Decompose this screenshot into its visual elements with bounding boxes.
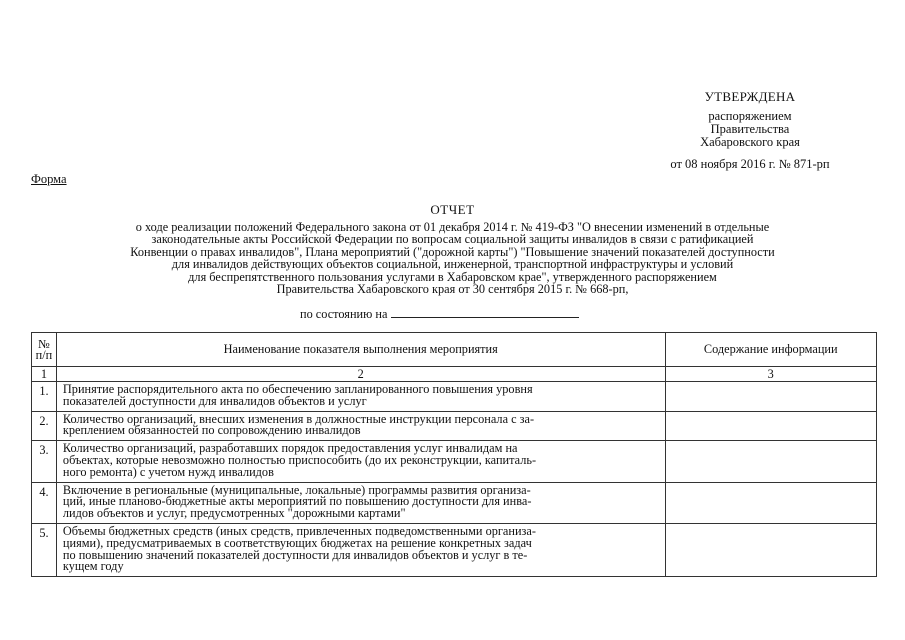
row-indicator-line: циями), предусматриваемых в соответствующих бюджетах на решение конкретных задач <box>62 535 532 550</box>
as-of-line <box>300 306 579 322</box>
table-row <box>32 523 877 576</box>
approval-line: Правительства <box>710 122 790 136</box>
table-row <box>32 382 877 412</box>
row-info-cell <box>665 441 877 482</box>
approved-heading: УТВЕРЖДЕНА <box>704 89 796 104</box>
report-title: ОТЧЕТ <box>430 202 475 217</box>
report-table <box>31 332 877 577</box>
row-indicator-line: ного ремонта) с учетом нужд инвалидов <box>62 464 274 479</box>
row-info-cell <box>665 382 877 412</box>
row-indicator-line: по повышению значений показателей доступности для инвалидов объектов и услуг в те- <box>62 547 528 562</box>
row-number: 4. <box>32 482 57 523</box>
subtitle-line: Конвенции о правах инвалидов", Плана мероприятий ("дорожной карты") "Повышение значений показателей доступности <box>130 244 775 259</box>
approval-line: распоряжением <box>708 109 792 123</box>
approval-stamp <box>630 90 870 171</box>
subtitle-line: для беспрепятственного пользования услугами в Хабаровском крае", утвержденного распоряжением <box>188 269 717 284</box>
approval-date: от 08 ноября 2016 г. № 871-рп <box>670 157 830 171</box>
row-number: 3. <box>32 441 57 482</box>
header-num-sign: № <box>38 336 50 351</box>
header-num-pp: п/п <box>35 347 53 362</box>
as-of-date-blank <box>391 306 579 318</box>
row-indicator <box>56 482 665 523</box>
row-indicator-line: объектах, которые невозможно полностью приспособить (до их реконструкции, капиталь- <box>62 452 537 467</box>
column-number: 1 <box>32 367 57 382</box>
column-number: 3 <box>665 367 877 382</box>
subtitle-line: для инвалидов действующих объектов социальной, инженерной, транспортной инфраструктуры и условий <box>171 257 734 272</box>
row-indicator-line: Объемы бюджетных средств (иных средств, привлеченных подведомственными организа- <box>62 523 536 538</box>
row-indicator <box>56 411 665 441</box>
approval-line: Хабаровского края <box>700 135 800 149</box>
subtitle-line: законодательные акты Российской Федерации по вопросам социальной защиты инвалидов в связи с ратификацией <box>151 232 754 247</box>
header-info: Содержание информации <box>665 333 877 367</box>
row-indicator <box>56 523 665 576</box>
column-number: 2 <box>56 367 665 382</box>
row-indicator-line: Принятие распорядительного акта по обеспечению запланированного повышения уровня <box>62 382 533 396</box>
row-indicator-line: Количество организаций, внесших изменения в должностные инструкции персонала с за- <box>62 411 535 426</box>
form-label: Форма <box>31 172 67 186</box>
column-numbers-row <box>32 367 877 382</box>
row-info-cell <box>665 523 877 576</box>
row-indicator-line: ций, иные планово-бюджетные акты мероприятий по повышению доступности для инва- <box>62 494 532 509</box>
table-row <box>32 441 877 482</box>
row-info-cell <box>665 482 877 523</box>
table-row <box>32 411 877 441</box>
row-indicator-line: показателей доступности для инвалидов объектов и услуг <box>62 393 367 408</box>
table-header-row <box>32 333 877 367</box>
row-indicator-line: Количество организаций, разработавших порядок предоставления услуг инвалидам на <box>62 441 518 456</box>
report-subtitle <box>50 221 855 295</box>
row-indicator-line: лидов объектов и услуг, предусмотренных "дорожными картами" <box>62 506 406 521</box>
row-indicator <box>56 382 665 412</box>
row-indicator-line: Включение в региональные (муниципальные, локальные) программы развития организа- <box>62 482 531 497</box>
table-row <box>32 482 877 523</box>
row-number: 2. <box>32 411 57 441</box>
as-of-label: по состоянию на <box>300 307 388 321</box>
header-name: Наименование показателя выполнения мероприятия <box>56 333 665 367</box>
subtitle-line: Правительства Хабаровского края от 30 сентября 2015 г. № 668-рп, <box>276 282 629 297</box>
subtitle-line: о ходе реализации положений Федерального закона от 01 декабря 2014 г. № 419-ФЗ "О внесении изменений в отдельные <box>135 220 770 234</box>
row-number: 5. <box>32 523 57 576</box>
header-num <box>32 333 57 367</box>
row-indicator <box>56 441 665 482</box>
row-info-cell <box>665 411 877 441</box>
row-indicator-line: кущем году <box>62 559 124 574</box>
row-indicator-line: креплением обязанностей по сопровождению инвалидов <box>62 423 361 438</box>
row-number: 1. <box>32 382 57 412</box>
